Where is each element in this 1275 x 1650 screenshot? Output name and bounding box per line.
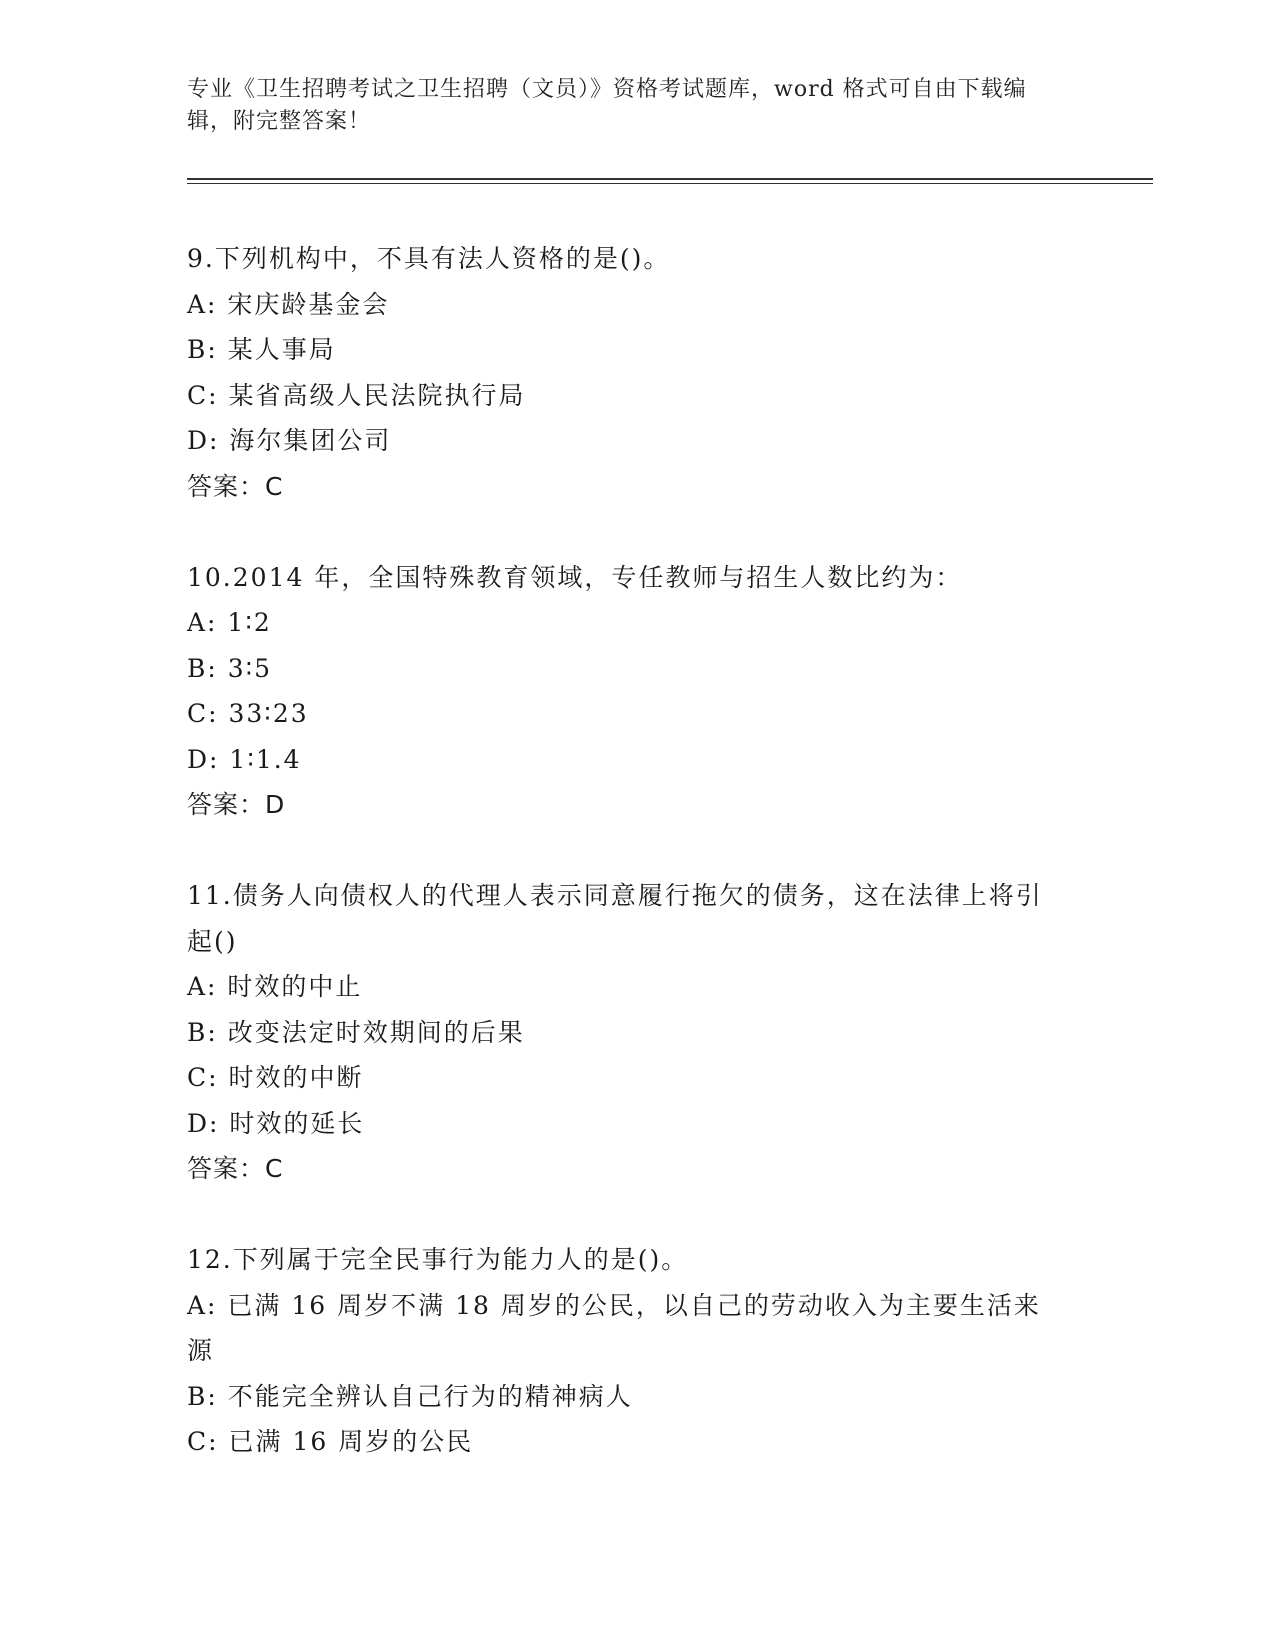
option-b: B: 某人事局 bbox=[187, 335, 336, 364]
spacer bbox=[187, 509, 1067, 555]
option-b: B: 不能完全辨认自己行为的精神病人 bbox=[187, 1381, 633, 1411]
option-c: C: 某省高级人民法院执行局 bbox=[187, 380, 526, 410]
option-a: A: 已满 16 周岁不满 18 周岁的公民，以自己的劳动收入为主要生活来源 bbox=[187, 1290, 1041, 1365]
question-stem: 11.债务人向债权人的代理人表示同意履行拖欠的债务，这在法律上将引起() bbox=[187, 881, 1043, 956]
question-stem: 10.2014 年，全国特殊教育领域，专任教师与招生人数比约为： bbox=[187, 562, 963, 592]
answer-label: 答案：C bbox=[187, 471, 284, 501]
option-d: D: 时效的延长 bbox=[187, 1108, 365, 1138]
option-a: A: 宋庆龄基金会 bbox=[187, 289, 390, 319]
document-header: 专业《卫生招聘考试之卫生招聘（文员）》资格考试题库，word 格式可自由下载编辑，附完整答案！ bbox=[187, 77, 1027, 134]
option-c: C: 时效的中断 bbox=[187, 1063, 364, 1092]
question-stem: 12.下列属于完全民事行为能力人的是()。 bbox=[187, 1245, 689, 1274]
spacer bbox=[187, 1192, 1067, 1238]
answer-label: 答案：D bbox=[187, 790, 286, 819]
option-a: A: 1∶2 bbox=[187, 608, 272, 637]
header-divider-thin bbox=[187, 183, 1153, 184]
option-b: B: 3∶5 bbox=[187, 653, 273, 683]
header-divider-thick bbox=[187, 178, 1153, 180]
question-9 bbox=[187, 236, 1067, 509]
option-a: A: 时效的中止 bbox=[187, 972, 363, 1001]
question-list bbox=[187, 236, 1067, 1465]
question-stem: 9.下列机构中，不具有法人资格的是()。 bbox=[187, 244, 671, 273]
question-10 bbox=[187, 555, 1067, 828]
option-c: C: 已满 16 周岁的公民 bbox=[187, 1427, 474, 1456]
option-c: C: 33∶23 bbox=[187, 699, 309, 728]
question-12 bbox=[187, 1237, 1067, 1465]
option-d: D: 海尔集团公司 bbox=[187, 426, 392, 455]
question-11 bbox=[187, 873, 1067, 1192]
spacer bbox=[187, 828, 1067, 874]
answer-label: 答案：C bbox=[187, 1154, 284, 1183]
option-d: D: 1∶1.4 bbox=[187, 744, 302, 774]
option-b: B: 改变法定时效期间的后果 bbox=[187, 1017, 525, 1047]
